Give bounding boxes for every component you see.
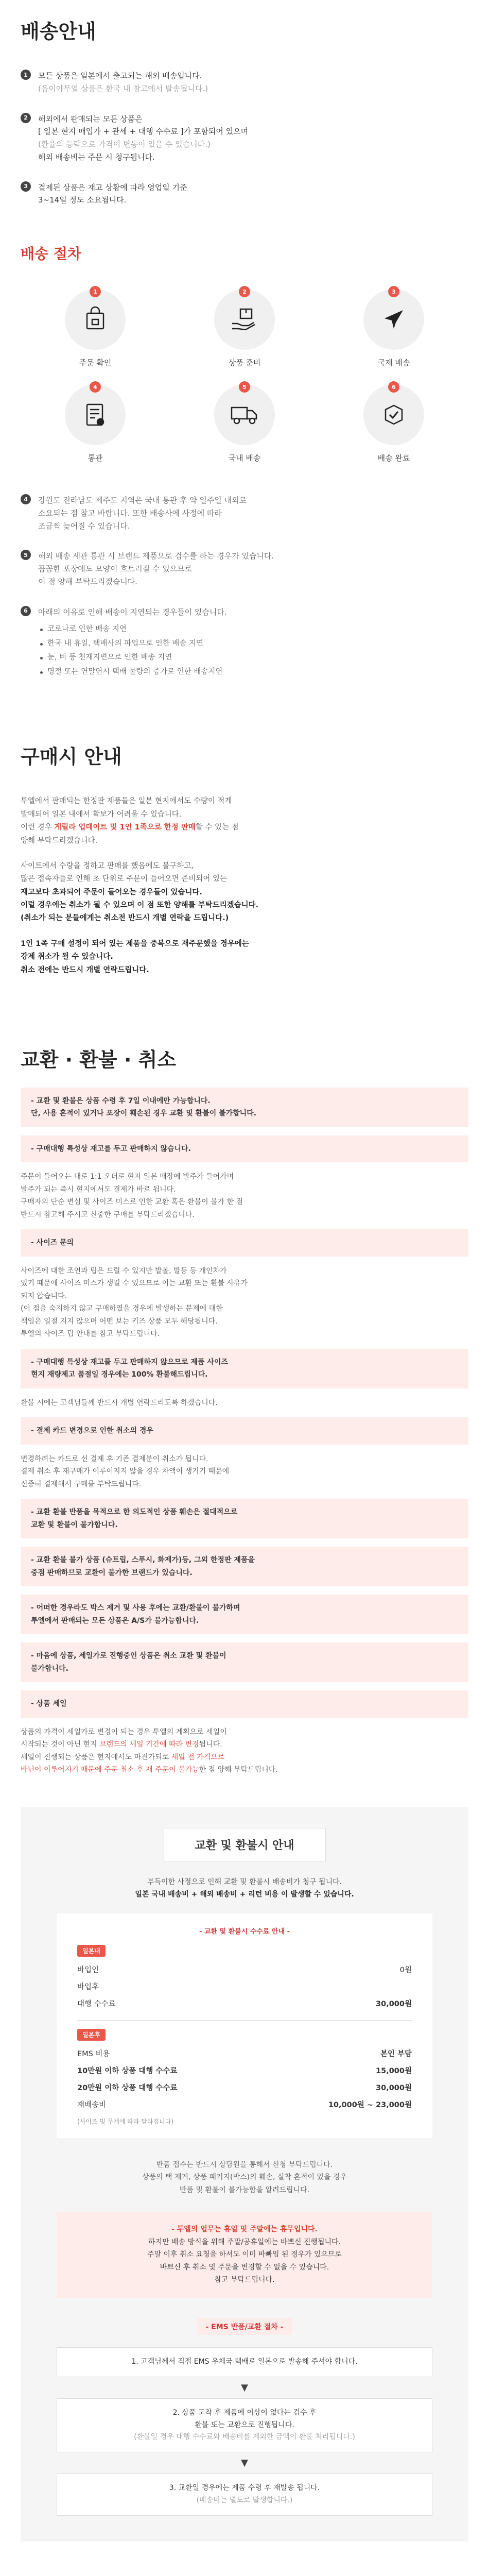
fee-table: - 교환 및 환불시 수수료 안내 - 일본내 바입인 0원 바입후 대행 수수료 30,000원 일본후 EMS 비용 본인 부담 10만원 이하 상품 대행 수수료 15,000원 20만원 이하 상품 대행 수수료 30,000원 재배송비 10,000원 ~ 23,000원 (사이즈 및 무게에 따라 달라집니다)	[57, 1913, 432, 2138]
step-product-prep: 2 상품 준비	[170, 289, 319, 368]
customs-document-icon	[83, 401, 108, 428]
exchange-title: 교환 · 환불 · 취소	[21, 1048, 177, 1071]
number-badge: 2	[21, 113, 31, 123]
delivery-item-1: 1 모든 상품은 일본에서 출고되는 해외 배송입니다. (음이야무열 상품은 한국 내 창고에서 발송됩니다.)	[21, 70, 468, 95]
table-row: 바입인 0원	[77, 1965, 412, 1974]
process-title: 배송 절차	[21, 245, 81, 262]
holiday-notice-box: - 투엘의 업무는 휴일 및 주말에는 휴무입니다. 하지만 배송 방식을 위해 주말/공휴일에는 바쁘신 진행됩니다. 주말 이후 취소 요청을 하셔도 이미 바빠임 된 경우가 있으므로 바쁘신 후 취소 및 주문을 변경할 수 없을 수 있습니다. 참고 부탁드립니다.	[57, 2212, 432, 2298]
delay-reasons-list	[38, 622, 468, 679]
delivery-title: 배송안내	[21, 20, 96, 43]
delivery-item-2: 2 해외에서 판매되는 모든 상품은 [ 일본 현지 매입가 + 관세 + 대행 수수료 ]가 포함되어 있으며 (환율의 등락으로 가격이 변동이 있을 수 있습니다.) 해외 배송비는 주문 시 청구됩니다.	[21, 113, 468, 164]
chevron-down-icon: ▼	[241, 2458, 248, 2469]
delivery-note-6: 6 아래의 이유로 인해 배송이 지연되는 경우들이 있습니다.	[21, 606, 468, 619]
intl-tag: 일본후	[77, 2029, 106, 2041]
list-item: 눈, 비 등 천재지변으로 인한 배송 지연	[38, 651, 468, 665]
domestic-tag: 일본내	[77, 1945, 106, 1957]
notice-box: - 구매대행 특성상 재고를 두고 판매하지 않으므로 제품 사이즈 현지 재량제고 품절일 경우에는 100% 환불해드립니다.	[21, 1349, 468, 1388]
step-customs: 4 통관	[21, 384, 170, 463]
exchange-section: 교환 · 환불 · 취소 - 교환 및 환불은 상품 수령 후 7일 이내에만 가능합니다. 단, 사용 흔적이 있거나 포장이 훼손된 경우 교환 및 환불이 불가합니다. - 구매대행 특성상 재고를 두고 판매하지 않습니다. 주문이 들어오는 대로 1:1 오더로 현지 일본 매장에 발주가 들어가며 발주가 되는 즉시 현지에서도 결제가 바로 됩니다. 구매자의 단순 변심 및 사이즈 미스로 인한 교환 혹은 환불이 불가 한 점 반드시 참고해 주시고 신중한 구매를 부탁드리겠습니다. - 사이즈 문의 사이즈에 대한 조언과 팁은 드릴 수 있지만 발볼, 발등 등 개인차가 있기 때문에 사이즈 미스가 생길 수 있으므로 이는 교환 또는 환불 사유가 되지 않습니다. (이 점을 숙지하지 않고 구매하였을 경우에 발생하는 문제에 대한 책임은 일절 지지 않으며 어떤 보는 키즈 상품 모두 해당됩니다. 투엘의 사이즈 팁 안내를 참고 부탁드립니다. - 구매대행 특성상 재고를 두고 판매하지 않으므로 제품 사이즈 현지 재량제고 품절일 경우에는 100% 환불해드립니다. 환불 시에는 고객님들께 반드시 개별 연락드리도록 하겠습니다. - 결제 카드 변경으로 인한 취소의 경우 변경하려는 카드로 선 결제 후 기존 결제분이 취소가 됩니다. 결제 취소 후 재구매가 이루어지지 않을 경우 차액이 생기기 때문에 신중히 결제해서 구매를 부탁드립니다. - 교환 환불 반품을 목적으로 한 의도적인 상품 훼손은 절대적으로 교환 및 환불이 불가합니다. - 교환 환불 불가 상품 (슈트립, 스푸시, 화제가)등, 그외 한정판 제품을 중점 판매하므로 교환이 불가한 브랜드가 있습니다. - 어떠한 경우라도 박스 제거 및 사용 후에는 교환/환불이 불가하며 투엘에서 판매되는 모든 상품은 A/S가 불가능합니다. - 마음에 상품, 세일가로 진행중인 상품은 취소 교환 및 환불이 불가합니다. - 상품 세일 상품의 가격이 세일가로 변경이 되는 경우 투엘의 계획으로 세일이 시작되는 것이 아닌 현지 브랜드의 세일 기간에 따라 변경됩니다. 세일이 진행되는 상품은 현지에서도 마진가되로 세일 전 가격으로 바닌이 이루어지기 때문에 주문 취소 후 재 주문이 불가능한 점 양해 부탁드립니다.	[0, 1044, 489, 1776]
table-row: 재배송비 10,000원 ~ 23,000원	[77, 2100, 412, 2109]
step-order-confirm: 1 주문 확인	[21, 289, 170, 368]
notice-box: - 교환 환불 반품을 목적으로 한 의도적인 상품 훼손은 절대적으로 교환 및 환불이 불가합니다.	[21, 1499, 468, 1538]
ems-step-3: 3. 교환일 경우에는 제품 수령 후 재발송 됩니다. (배송비는 별도로 발생합니다.)	[57, 2473, 432, 2516]
list-item: 한국 내 휴일, 택배사의 파업으로 인한 배송 지연	[38, 637, 468, 651]
list-item: 코로나로 인한 배송 지연	[38, 622, 468, 637]
purchase-section: 구매시 안내 투엘에서 판매되는 한정판 제품들은 일본 현지에서도 수량이 적게 발매되어 일본 내에서 확보가 어려울 수 있습니다. 이런 경우 게릴라 업데이트 및 1인 1족으로 한정 판매할 수 있는 점 양해 부탁드리겠습니다. 사이트에서 수량을 정하고 판매를 했음에도 불구하고, 많은 접속자들로 인해 초 단위로 주문이 들어오면 준비되어 있는 재고보다 초과되어 주문이 들어오는 경우들이 있습니다. 이럴 경우에는 취소가 될 수 있으며 이 점 또한 양해를 부탁드리겠습니다. (취소가 되는 분들에게는 취소전 반드시 개별 연락을 드립니다.) 1인 1족 구매 설정이 되어 있는 제품을 중복으로 재주문했을 경우에는 강제 취소가 될 수 있습니다. 취소 전에는 반드시 개별 연락드립니다.	[0, 741, 489, 977]
number-badge: 1	[21, 70, 31, 80]
notice-box: - 사이즈 문의	[21, 1229, 468, 1257]
airplane-icon	[380, 306, 407, 333]
notice-box: - 교환 환불 불가 상품 (슈트립, 스푸시, 화제가)등, 그외 한정판 제품을 중점 판매하므로 교환이 불가한 브랜드가 있습니다.	[21, 1547, 468, 1586]
chevron-down-icon: ▼	[241, 2382, 248, 2393]
ems-step-2: 2. 상품 도착 후 제품에 이상이 없다는 검수 후 환불 또는 교환으로 진행됩니다. (환불일 경우 대행 수수료와 배송비를 제외한 금액이 환불 처리됩니다.)	[57, 2398, 432, 2452]
table-row: EMS 비용 본인 부담	[77, 2049, 412, 2058]
check-box-icon	[380, 401, 407, 428]
notice-box: - 어떠한 경우라도 박스 제거 및 사용 후에는 교환/환불이 불가하며 투엘에서 판매되는 모든 상품은 A/S가 불가능합니다.	[21, 1595, 468, 1634]
step-complete: 6 배송 완료	[319, 384, 468, 463]
step-international: 3 국제 배송	[319, 289, 468, 368]
table-row: 바입후	[77, 1982, 99, 1991]
delivery-item-3: 3 결제된 상품은 재고 상황에 따라 영업일 기준 3~14일 정도 소요됩니다.	[21, 181, 468, 207]
notice-box: - 교환 및 환불은 상품 수령 후 7일 이내에만 가능합니다. 단, 사용 흔적이 있거나 포장이 훼손된 경우 교환 및 환불이 불가합니다.	[21, 1088, 468, 1127]
notice-box: - 결제 카드 변경으로 인한 취소의 경우	[21, 1417, 468, 1445]
delivery-note-4: 4 강원도 전라남도 제주도 지역은 국내 통관 후 약 일주일 내외로 소요되는 점 참고 바랍니다. 또한 배송사에 사정에 따라 조금씩 늦어질 수 있습니다.	[21, 494, 468, 532]
notice-box: - 구매대행 특성상 재고를 두고 판매하지 않습니다.	[21, 1136, 468, 1163]
package-hand-icon	[230, 306, 259, 333]
ems-steps	[57, 2347, 432, 2516]
notice-box: - 상품 세일	[21, 1690, 468, 1718]
truck-icon	[230, 402, 259, 427]
delivery-steps	[21, 289, 468, 463]
order-bag-icon	[82, 306, 109, 333]
table-row: 20만원 이하 상품 대행 수수료 30,000원	[77, 2083, 412, 2092]
fee-section: 교환 및 환불시 안내 부득이한 사정으로 인해 교환 및 환불시 배송비가 청구 됩니다. 일본 국내 배송비 + 해외 배송비 + 리턴 비용 이 발생할 수 있습니다. - 교환 및 환불시 수수료 안내 - 일본내 바입인 0원 바입후 대행 수수료 30,000원 일본후 EMS 비용 본인 부담 10만원 이하 상품 대행 수수료 15,000원 20만원 이하 상품 대행 수수료 30,000원 재배송비 10,000원 ~ 23,000원 (사이즈 및 무게에 따라 달라집니다) 반품 접수는 반드시 상담원을 통해서 신청 부탁드립니다. 상품의 택 제거, 상품 패키지(박스)의 훼손, 실착 흔적이 있을 경우 반품 및 환불이 불가능함을 알려드립니다. - 투엘의 업무는 휴일 및 주말에는 휴무입니다. 하지만 배송 방식을 위해 주말/공휴일에는 바쁘신 진행됩니다. 주말 이후 취소 요청을 하셔도 이미 바빠임 된 경우가 있으므로 바쁘신 후 취소 및 주문을 변경할 수 없을 수 있습니다. 참고 부탁드립니다. - EMS 반품/교환 절차 - 1. 고객님께서 직접 EMS 우체국 택배로 일본으로 발송해 주셔야 합니다. ▼ 2. 상품 도착 후 제품에 이상이 없다는 검수 후 환불 또는 교환으로 진행됩니다. (환불일 경우 대행 수수료와 배송비를 제외한 금액이 환불 처리됩니다.) ▼ 3. 교환일 경우에는 제품 수령 후 재발송 됩니다. (배송비는 별도로 발생합니다.)	[21, 1807, 468, 2541]
table-row: 대행 수수료 30,000원	[77, 1999, 412, 2008]
fee-title-box: 교환 및 환불시 안내	[164, 1828, 326, 1861]
delivery-note-5: 5 해외 배송 세관 통관 시 브랜드 제품으로 검수를 하는 경우가 있습니다. 꼼꼼한 포장에도 모양이 흐트러질 수 있으므로 이 점 양해 부탁드리겠습니다.	[21, 550, 468, 588]
ems-tag: - EMS 반품/교환 절차 -	[197, 2318, 293, 2335]
purchase-title: 구매시 안내	[21, 745, 122, 769]
ems-step-1: 1. 고객님께서 직접 EMS 우체국 택배로 일본으로 발송해 주셔야 합니다.	[57, 2347, 432, 2377]
step-domestic: 5 국내 배송	[170, 384, 319, 463]
number-badge: 3	[21, 181, 31, 192]
list-item: 명절 또는 연말연시 택배 물량의 증가로 인한 배송지연	[38, 665, 468, 680]
delivery-section	[0, 0, 489, 679]
table-row: 10만원 이하 상품 대행 수수료 15,000원	[77, 2066, 412, 2075]
notice-box: - 마음에 상품, 세일가로 진행중인 상품은 취소 교환 및 환불이 불가합니다.	[21, 1642, 468, 1682]
